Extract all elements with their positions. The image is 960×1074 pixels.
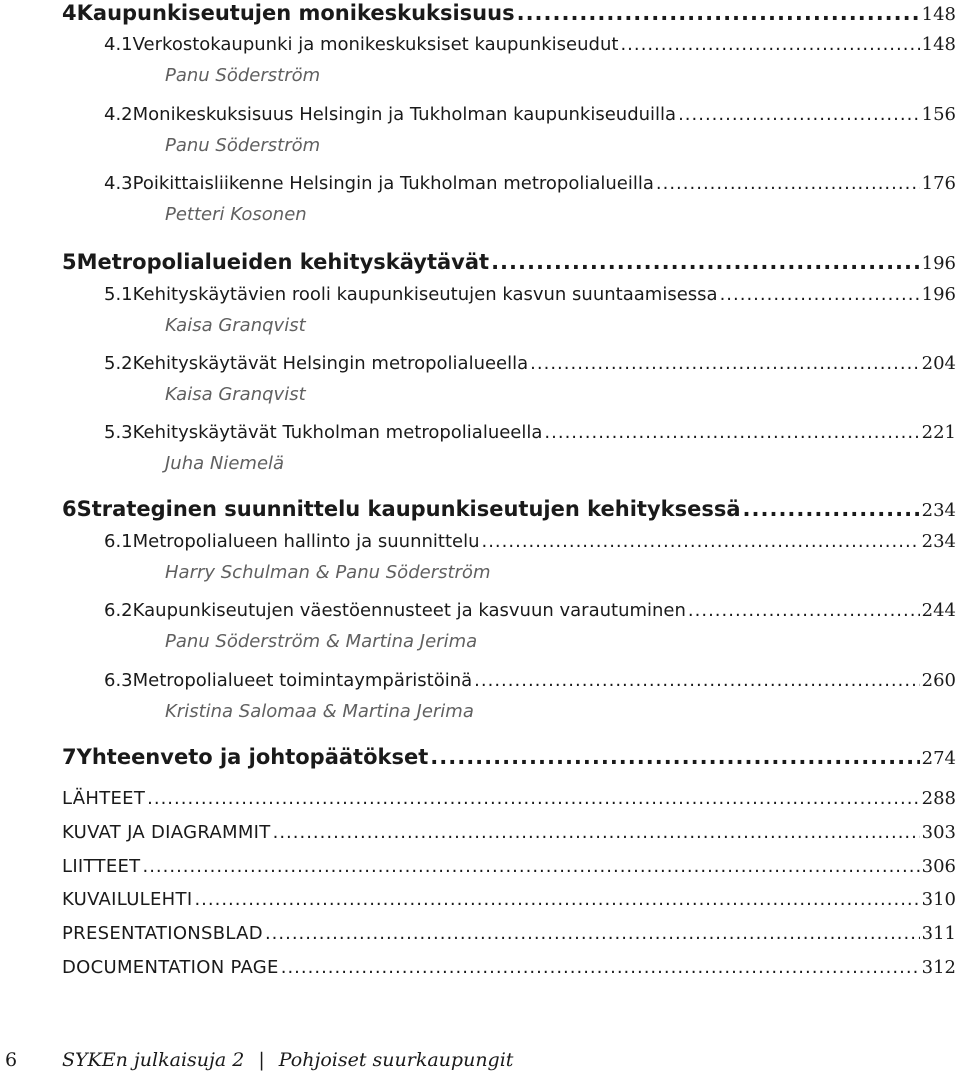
chapter-number: 4 [62, 1, 77, 25]
appendix-page: 311 [921, 923, 956, 944]
toc-section-5-3[interactable] [104, 422, 956, 443]
section-number: 6.3 [104, 670, 133, 691]
dot-leader [720, 284, 920, 305]
toc-chapter-7[interactable] [62, 745, 956, 769]
section-title: Verkostokaupunki ja monikeskuksiset kaupunkiseudut [132, 34, 619, 55]
section-author: Harry Schulman & Panu Söderström [165, 562, 491, 583]
section-author: Petteri Kosonen [165, 204, 307, 225]
dot-leader [474, 670, 919, 691]
section-page: 260 [921, 670, 956, 691]
toc-appendix-liitteet[interactable] [62, 856, 956, 877]
dot-leader [544, 422, 919, 443]
footer-book-title: Pohjoiset suurkaupungit [278, 1049, 514, 1071]
footer-publication-line [62, 1049, 513, 1071]
section-page: 221 [921, 422, 956, 443]
section-author: Juha Niemelä [165, 453, 285, 474]
section-title: Kehityskäytävät Helsingin metropolialueella [132, 353, 529, 374]
appendix-page: 310 [921, 889, 956, 910]
appendix-title: DOCUMENTATION PAGE [62, 957, 279, 978]
dot-leader [194, 889, 919, 910]
appendix-page: 288 [921, 788, 956, 809]
section-number: 5.2 [104, 353, 133, 374]
toc-chapter-5[interactable] [62, 250, 956, 274]
appendix-page: 303 [921, 822, 956, 843]
dot-leader [530, 353, 919, 374]
chapter-title: Yhteenveto ja johtopäätökset [76, 745, 429, 769]
section-title: Metropolialueen hallinto ja suunnittelu [132, 531, 480, 552]
section-title: Metropolialueet toimintaympäristöinä [132, 670, 473, 691]
toc-chapter-6[interactable] [62, 497, 956, 521]
toc-section-6-2[interactable] [104, 600, 956, 621]
dot-leader [281, 957, 920, 978]
dot-leader [265, 923, 920, 944]
section-title: Kehityskäytävät Tukholman metropolialueella [132, 422, 543, 443]
section-author: Kristina Salomaa & Martina Jerima [165, 701, 474, 722]
toc-section-4-2[interactable] [104, 104, 956, 125]
toc-appendix-presentationsblad[interactable] [62, 923, 956, 944]
toc-section-4-1[interactable] [104, 34, 956, 55]
appendix-title: KUVAT JA DIAGRAMMIT [62, 822, 271, 843]
chapter-page: 148 [921, 4, 956, 25]
section-number: 6.2 [104, 600, 133, 621]
section-author: Panu Söderström & Martina Jerima [165, 631, 478, 652]
toc-section-5-1[interactable] [104, 284, 956, 305]
dot-leader [273, 822, 920, 843]
section-page: 204 [921, 353, 956, 374]
toc-chapter-4[interactable] [62, 1, 956, 25]
appendix-page: 312 [921, 957, 956, 978]
toc-section-4-3[interactable] [104, 173, 956, 194]
toc-section-5-2[interactable] [104, 353, 956, 374]
section-author: Kaisa Granqvist [165, 384, 306, 405]
section-number: 4.1 [104, 34, 133, 55]
appendix-title: LÄHTEET [62, 788, 146, 809]
toc-section-6-3[interactable] [104, 670, 956, 691]
section-page: 244 [921, 600, 956, 621]
chapter-number: 7 [62, 745, 77, 769]
chapter-number: 5 [62, 250, 77, 274]
dot-leader [481, 531, 919, 552]
toc-appendix-kuvat[interactable] [62, 822, 956, 843]
dot-leader [620, 34, 919, 55]
chapter-page: 234 [921, 500, 956, 521]
appendix-page: 306 [921, 856, 956, 877]
section-title: Monikeskuksisuus Helsingin ja Tukholman kaupunkiseuduilla [132, 104, 677, 125]
dot-leader [430, 745, 919, 769]
dot-leader [142, 856, 919, 877]
section-number: 4.3 [104, 173, 133, 194]
dot-leader [491, 250, 920, 274]
dot-leader [743, 497, 920, 521]
chapter-title: Strateginen suunnittelu kaupunkiseutujen kehityksessä [76, 497, 741, 521]
dot-leader [656, 173, 920, 194]
dot-leader [147, 788, 920, 809]
section-number: 4.2 [104, 104, 133, 125]
footer-page-number: 6 [5, 1049, 18, 1071]
dot-leader [678, 104, 920, 125]
chapter-number: 6 [62, 497, 77, 521]
chapter-page: 274 [921, 748, 956, 769]
appendix-title: PRESENTATIONSBLAD [62, 923, 263, 944]
section-page: 148 [921, 34, 956, 55]
appendix-title: KUVAILULEHTI [62, 889, 193, 910]
chapter-page: 196 [921, 253, 956, 274]
footer-publication: SYKEn julkaisuja 2 [62, 1049, 245, 1071]
toc-appendix-kuvailulehti[interactable] [62, 889, 956, 910]
section-author: Kaisa Granqvist [165, 315, 306, 336]
toc-section-6-1[interactable] [104, 531, 956, 552]
chapter-title: Kaupunkiseutujen monikeskuksisuus [76, 1, 515, 25]
section-title: Kaupunkiseutujen väestöennusteet ja kasvuun varautuminen [132, 600, 686, 621]
section-page: 196 [921, 284, 956, 305]
section-page: 234 [921, 531, 956, 552]
dot-leader [688, 600, 920, 621]
toc-appendix-lahteet[interactable] [62, 788, 956, 809]
section-number: 5.1 [104, 284, 133, 305]
section-author: Panu Söderström [165, 65, 321, 86]
section-author: Panu Söderström [165, 135, 321, 156]
section-page: 156 [921, 104, 956, 125]
section-page: 176 [921, 173, 956, 194]
section-title: Kehityskäytävien rooli kaupunkiseutujen kasvun suuntaamisessa [132, 284, 718, 305]
footer-separator: | [258, 1049, 265, 1071]
dot-leader [517, 1, 920, 25]
toc-appendix-documentation[interactable] [62, 957, 956, 978]
chapter-title: Metropolialueiden kehityskäytävät [76, 250, 490, 274]
appendix-title: LIITTEET [62, 856, 141, 877]
section-title: Poikittaisliikenne Helsingin ja Tukholman metropolialueilla [132, 173, 654, 194]
section-number: 6.1 [104, 531, 133, 552]
section-number: 5.3 [104, 422, 133, 443]
